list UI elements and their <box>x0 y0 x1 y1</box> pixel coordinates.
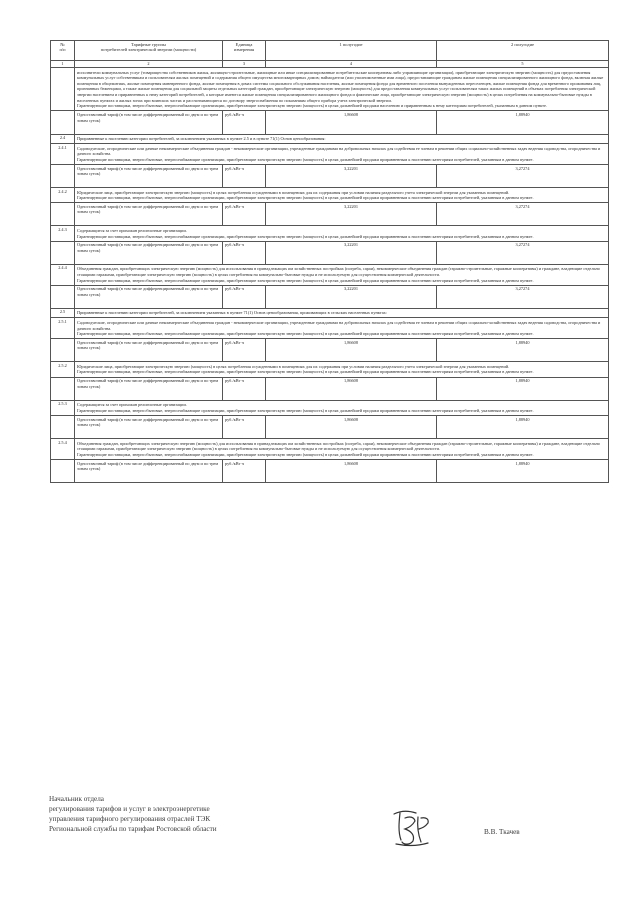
tariff-value-half-1: 1,86608 <box>266 377 437 400</box>
section-paragraph: исполнители коммунальных услуг (товарищества собственников жилья, жилищно-строительные, жилищные или иные специализированные потребительские кооперативы либо управляющие организации), приобретающие электрическую энергию (мощность) для предоставления коммунальных услуг собственникам и пользователям жилых помещений и содержания общего имущества многоквартирных домов; наймодатели (или уполномоченные ими лица), предоставляющие гражданам жилые помещения специализированного жилищного фонда, включая жилые помещения в общежитиях, жилые помещения маневренного фонда, жилые помещения в домах системы социального обслуживания населения, жилые помещения фонда для временного поселения вынужденных переселенцев, жилые помещения фонда для временного проживания лиц, признанных беженцами, а также жилые помещения для социальной защиты отдельных категорий граждан, приобретающие электрическую энергию (мощность) для предоставления коммунальных услуг пользователям таких жилых помещений в объемах потребления электрической энергии населением и приравненных к нему категорий потребителей, а которые имеются жилые помещения специализированного жилищного фонда и фактические лица, приобретающие электрическую энергию (мощность) в целях потребления на коммунально-бытовые нужды в населенных пунктах и жилых зонах при воинских частях и рассчитывающиеся по договору энергоснабжения по показаниям общего прибора учета электрической энергии. <box>77 69 604 103</box>
column-number: 2 <box>75 61 223 68</box>
tariff-row <box>51 285 609 308</box>
section-description <box>75 188 609 203</box>
section-number: 2.5 <box>51 308 75 318</box>
tariff-value-half-2: 3,27274 <box>437 203 609 226</box>
signer-name: В.В. Ткачев <box>484 828 520 836</box>
tariff-label: Одноставочный тариф (в том числе дифференцированный по двум и по трем зонам суток) <box>75 203 223 226</box>
section-row <box>51 226 609 241</box>
signer-position-line: Начальник отдела <box>49 795 104 803</box>
tariff-number-cell <box>51 415 75 438</box>
tariff-value-half-2: 3,27274 <box>437 164 609 187</box>
tariff-row <box>51 164 609 187</box>
section-description <box>75 439 609 460</box>
header-unit: Единица измерения <box>223 41 266 61</box>
tariff-value-half-1: 3,22201 <box>266 241 437 264</box>
tariff-value-half-1: 3,22201 <box>266 164 437 187</box>
section-row <box>51 439 609 460</box>
tariff-value-half-2: 1,88940 <box>437 415 609 438</box>
column-number: 3 <box>223 61 266 68</box>
section-row <box>51 362 609 377</box>
section-paragraph: Юридические лица, приобретающие электрическую энергию (мощность) в целях потребления осужденными в помещениях для их содержания при условии наличия раздельного учета электрической энергии для указанных помещений. <box>77 189 510 195</box>
section-row <box>51 144 609 165</box>
signer-position-line: Региональной службы по тарифам Ростовской области <box>49 825 217 833</box>
tariff-number-cell <box>51 111 75 134</box>
signer-position-line: управления тарифного регулирования отраслей ТЭК <box>49 815 211 823</box>
tariff-value-half-2: 1,88940 <box>437 377 609 400</box>
tariff-number-cell <box>51 459 75 482</box>
tariff-value-half-1: 3,22201 <box>266 203 437 226</box>
section-paragraph: Гарантирующие поставщики, энергосбытовые, энергоснабжающие организации, приобретающие электрическую энергию (мощность) в целях дальнейшей продажи приравненным к населению категориям потребителей, указанным в данном пункте. <box>77 233 534 239</box>
column-number: 1 <box>51 61 75 68</box>
tariff-row <box>51 377 609 400</box>
section-description <box>75 144 609 165</box>
section-number: 2.4.2 <box>51 188 75 203</box>
tariff-row <box>51 415 609 438</box>
tariff-number-cell <box>51 285 75 308</box>
section-description: Приравненные к населению категории потребителей, за исключением указанных в пункте 2.5 и в пункте 71(1) Основ ценообразования: <box>75 134 609 144</box>
intro-description-row <box>51 68 609 111</box>
section-paragraph: Гарантирующие поставщики, энергосбытовые, энергоснабжающие организации, приобретающие электрическую энергию (мощность) в целях дальнейшей продажи приравненным к населению категориям потребителей, указанным в данном пункте. <box>77 407 534 413</box>
tariff-number-cell <box>51 203 75 226</box>
tariff-number-cell <box>51 339 75 362</box>
section-number <box>51 68 75 111</box>
section-number: 2.4.1 <box>51 144 75 165</box>
tariff-row <box>51 111 609 134</box>
tariff-row <box>51 339 609 362</box>
section-paragraph: Гарантирующие поставщики, энергосбытовые, энергоснабжающие организации, приобретающие электрическую энергию (мощность) в целях дальнейшей продажи приравненным к населению категориям потребителей, указанным в данном пункте. <box>77 156 534 162</box>
header-half-2: 2 полугодие <box>437 41 609 61</box>
section-number: 2.5.3 <box>51 400 75 415</box>
section-number: 2.4 <box>51 134 75 144</box>
section-description <box>75 400 609 415</box>
section-number: 2.5.2 <box>51 362 75 377</box>
section-number: 2.5.4 <box>51 439 75 460</box>
tariff-number-cell <box>51 241 75 264</box>
section-description <box>75 68 609 111</box>
tariff-unit: руб./кВт·ч <box>223 241 266 264</box>
tariff-unit: руб./кВт·ч <box>223 415 266 438</box>
tariff-label: Одноставочный тариф (в том числе дифференцированный по двум и по трем зонам суток) <box>75 111 223 134</box>
tariff-unit: руб./кВт·ч <box>223 459 266 482</box>
tariff-value-half-1: 1,86608 <box>266 111 437 134</box>
section-paragraph: Содержащиеся за счет прихожан религиозные организации. <box>77 402 187 408</box>
tariff-value-half-2: 3,27274 <box>437 285 609 308</box>
tariff-label: Одноставочный тариф (в том числе дифференцированный по двум и по трем зонам суток) <box>75 377 223 400</box>
column-number: 5 <box>437 61 609 68</box>
section-row <box>51 308 609 318</box>
section-paragraph: Гарантирующие поставщики, энергосбытовые, энергоснабжающие организации, приобретающие электрическую энергию (мощность) в целях дальнейшей продажи приравненным к населению категориям потребителей, указанным в данном пункте. <box>77 195 534 201</box>
tariff-value-half-2: 3,27274 <box>437 241 609 264</box>
tariff-label: Одноставочный тариф (в том числе дифференцированный по двум и по трем зонам суток) <box>75 339 223 362</box>
tariff-unit: руб./кВт·ч <box>223 203 266 226</box>
section-number: 2.4.3 <box>51 226 75 241</box>
tariff-label: Одноставочный тариф (в том числе дифференцированный по двум и по трем зонам суток) <box>75 285 223 308</box>
tariff-label: Одноставочный тариф (в том числе дифференцированный по двум и по трем зонам суток) <box>75 415 223 438</box>
tariff-value-half-1: 3,22201 <box>266 285 437 308</box>
header-num: № п/п <box>51 41 75 61</box>
section-paragraph: Гарантирующие поставщики, энергосбытовые, энергоснабжающие организации, приобретающие электрическую энергию (мощность) в целях дальнейшей продажи приравненным к населению категориям потребителей, указанным в данном пункте. <box>77 369 534 375</box>
handwritten-signature <box>388 804 434 850</box>
section-description <box>75 226 609 241</box>
signer-position-line: регулирования тарифов и услуг в электроэнергетике <box>49 805 210 813</box>
section-paragraph: Юридические лица, приобретающие электрическую энергию (мощность) в целях потребления осужденными в помещениях для их содержания при условии наличия раздельного учета электрической энергии для указанных помещений. <box>77 363 510 369</box>
tariff-row <box>51 203 609 226</box>
section-description <box>75 362 609 377</box>
tariff-label: Одноставочный тариф (в том числе дифференцированный по двум и по трем зонам суток) <box>75 459 223 482</box>
tariff-table-body <box>51 41 609 483</box>
tariff-number-cell <box>51 164 75 187</box>
section-number: 2.5.1 <box>51 318 75 339</box>
tariff-label: Одноставочный тариф (в том числе дифференцированный по двум и по трем зонам суток) <box>75 164 223 187</box>
signature-block <box>49 794 217 834</box>
section-paragraph: Объединения граждан, приобретающих электрическую энергию (мощность) для использования в принадлежащих им хозяйственных постройках (погреба, сараи), некоммерческие объединения граждан (гаражно-строительные, гаражные кооперативы) и граждане, владеющие отдельно стоящими гаражами, приобретающие электрическую энергию (мощность) в целях потребления на коммунально-бытовые нужды и не используемую для осуществления коммерческой деятельности. <box>77 266 600 277</box>
section-paragraph: Садоводческие, огороднические или дачные некоммерческие объединения граждан - некоммерческие организации, учрежденные гражданами на добровольных началах для содействия ее членам в решении общих социально-хозяйственных задач ведения садоводства, огородничества и дачного хозяйства. <box>77 319 601 331</box>
tariff-unit: руб./кВт·ч <box>223 285 266 308</box>
column-number: 4 <box>266 61 437 68</box>
tariff-value-half-2: 1,88940 <box>437 459 609 482</box>
tariff-value-half-2: 1,88940 <box>437 111 609 134</box>
section-description <box>75 264 609 285</box>
section-paragraph: Содержащиеся за счет прихожан религиозные организации. <box>77 227 187 233</box>
column-number-row <box>51 61 609 68</box>
section-paragraph: Гарантирующие поставщики, энергосбытовые, энергоснабжающие организации, приобретающие электрическую энергию (мощность) в целях дальнейшей продажи приравненным к населению категориям потребителей, указанным в данном пункте. <box>77 451 534 457</box>
header-group: Тарифные группы потребителей электрической энергии (мощности) <box>75 41 223 61</box>
tariff-unit: руб./кВт·ч <box>223 339 266 362</box>
tariff-value-half-1: 1,86608 <box>266 339 437 362</box>
section-row <box>51 318 609 339</box>
tariff-number-cell <box>51 377 75 400</box>
tariff-row <box>51 459 609 482</box>
tariff-unit: руб./кВт·ч <box>223 111 266 134</box>
section-paragraph: Гарантирующие поставщики, энергосбытовые, энергоснабжающие организации, приобретающие электрическую энергию (мощность) в целях дальнейшей продажи приравненным к населению категориям потребителей, указанным в данном пункте. <box>77 277 534 283</box>
tariff-unit: руб./кВт·ч <box>223 164 266 187</box>
tariff-value-half-2: 1,88940 <box>437 339 609 362</box>
section-paragraph: Садоводческие, огороднические или дачные некоммерческие объединения граждан - некоммерческие организации, учрежденные гражданами на добровольных началах для содействия ее членам в решении общих социально-хозяйственных задач ведения садоводства, огородничества и дачного хозяйства. <box>77 145 601 157</box>
tariff-value-half-1: 1,86608 <box>266 459 437 482</box>
section-number: 2.4.4 <box>51 264 75 285</box>
tariff-unit: руб./кВт·ч <box>223 377 266 400</box>
tariff-label: Одноставочный тариф (в том числе дифференцированный по двум и по трем зонам суток) <box>75 241 223 264</box>
section-paragraph: Объединения граждан, приобретающих электрическую энергию (мощность) для использования в принадлежащих им хозяйственных постройках (погреба, сараи), некоммерческие объединения граждан (гаражно-строительные, гаражные кооперативы) и граждане, владеющие отдельно стоящими гаражами, приобретающие электрическую энергию (мощность) в целях потребления на коммунально-бытовые нужды и не используемую для осуществления коммерческой деятельности. <box>77 440 600 452</box>
tariff-value-half-1: 1,86608 <box>266 415 437 438</box>
section-row <box>51 264 609 285</box>
section-paragraph: Гарантирующие поставщики, энергосбытовые, энергоснабжающие организации, приобретающие электрическую энергию (мощность) в целях дальнейшей продажи населению и приравненным к нему категориям потребителей, указанным в данном пункте. <box>77 103 548 109</box>
section-row <box>51 134 609 144</box>
section-row <box>51 400 609 415</box>
tariff-table <box>50 40 609 483</box>
header-row <box>51 41 609 61</box>
tariff-row <box>51 241 609 264</box>
header-half-1: 1 полугодие <box>266 41 437 61</box>
section-paragraph: Гарантирующие поставщики, энергосбытовые, энергоснабжающие организации, приобретающие электрическую энергию (мощность) в целях дальнейшей продажи приравненным к населению категориям потребителей, указанным в данном пункте. <box>77 331 534 337</box>
section-description <box>75 318 609 339</box>
section-description: Приравненные к населению категории потребителей, за исключением указанных в пункте 71(1) Основ ценообразования, проживающих в сельских населенных пунктах: <box>75 308 609 318</box>
section-row <box>51 188 609 203</box>
